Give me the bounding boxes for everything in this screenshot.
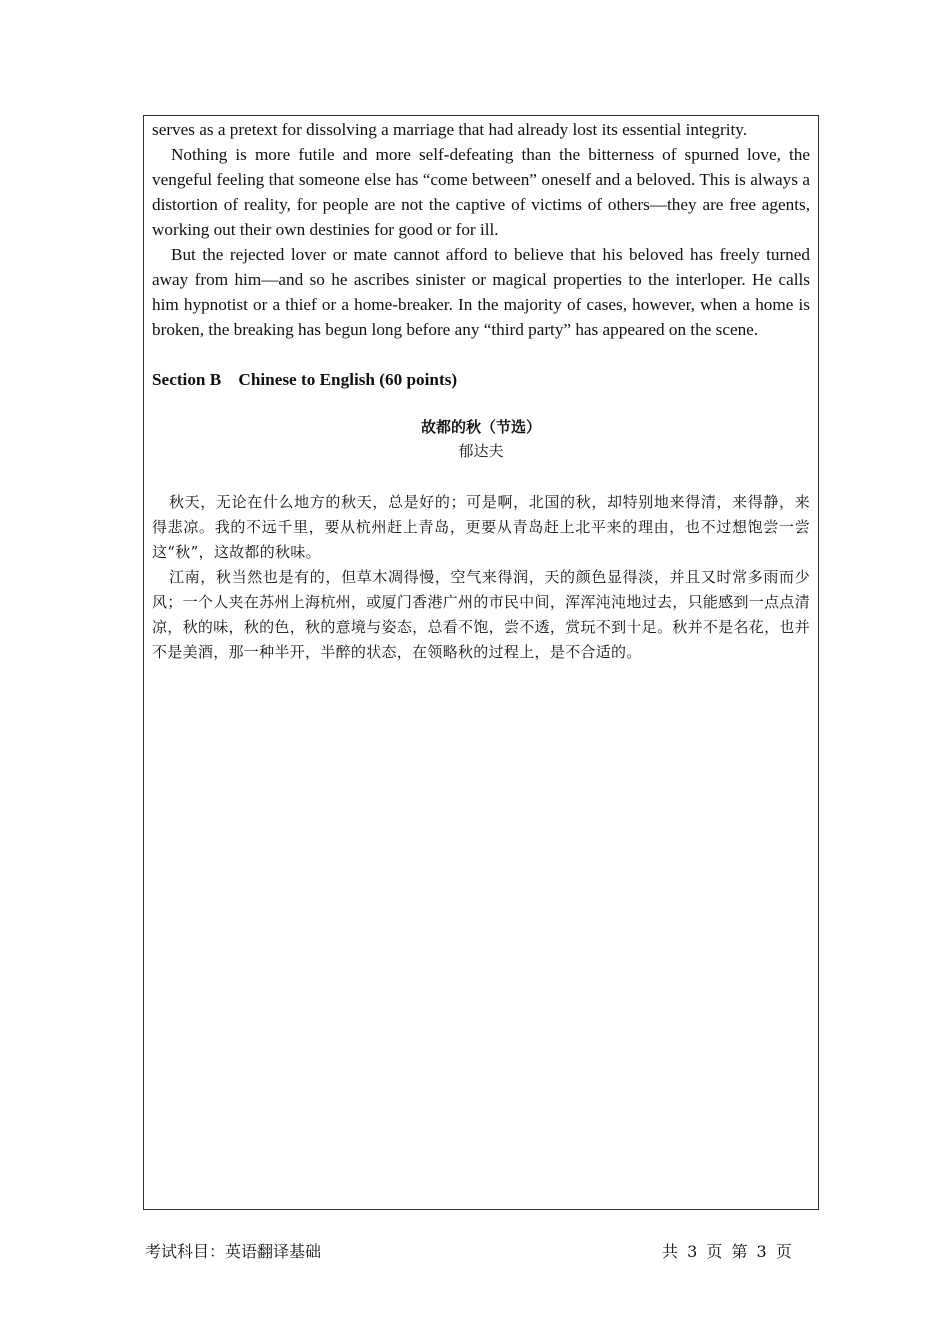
english-paragraph-3: But the rejected lover or mate cannot afford to believe that his beloved has freely turned away from him—and so he ascribes sinister or magical properties to the interloper. He calls him hypnotist or a thief or a home-breaker. In the majority of cases, however, when a home is broken, the breaking has begun long before any “third party” has appeared on the scene.: [152, 245, 810, 339]
chinese-essay-title: 故都的秋（节选）: [420, 418, 541, 436]
chinese-paragraph-2: 江南，秋当然也是有的，但草木凋得慢，空气来得润，天的颜色显得淡，并且又时常多雨而少风；一个人夹在苏州上海杭州，或厦门香港广州的市民中间，浑浑沌沌地过去，只能感到一点点清凉，秋的味，秋的色，秋的意境与姿态，总看不饱，尝不透，赏玩不到十足。秋并不是名花，也并不是美酒，那一种半开，半醉的状态，在领略秋的过程上，是不合适的。: [152, 568, 810, 661]
page-content: [152, 117, 810, 665]
english-paragraph-1: serves as a pretext for dissolving a marriage that had already lost its essential integrity.: [152, 120, 748, 139]
chinese-essay-author: 郁达夫: [458, 442, 504, 460]
footer-exam-subject: 考试科目：英语翻译基础: [145, 1242, 322, 1261]
chinese-paragraph-1: 秋天，无论在什么地方的秋天，总是好的；可是啊，北国的秋，却特别地来得清，来得静，来得悲凉。我的不远千里，要从杭州赶上青岛，更要从青岛赶上北平来的理由，也不过想饱尝一尝这“秋”，这故都的秋味。: [152, 493, 810, 561]
section-b-heading: Section B Chinese to English (60 points): [152, 370, 458, 389]
english-paragraph-2: Nothing is more futile and more self-defeating than the bitterness of spurned love, the vengeful feeling that someone else has “come between” oneself and a beloved. This is always a distortion of reality, for people are not the captive of victims of others—they are free agents, working out their own destinies for good or for ill.: [152, 145, 810, 239]
footer-page-number: 共 3 页 第 3 页: [662, 1242, 792, 1261]
